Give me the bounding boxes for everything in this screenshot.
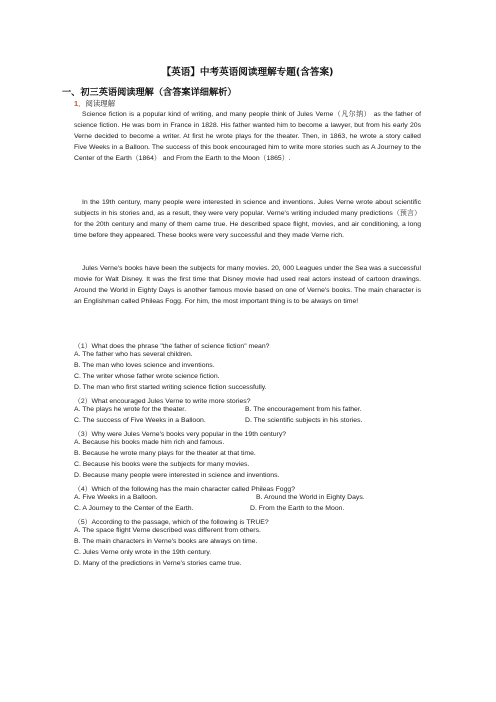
question-5-option-d: D. Many of the predictions in Verne's stories came true. — [74, 560, 242, 567]
question-5-option-a: A. The space flight Verne described was different from others. — [74, 527, 261, 534]
question-3-option-b: B. Because he wrote many plays for the theater at that time. — [74, 450, 256, 457]
subheading — [74, 98, 115, 109]
question-4-option-d: D. From the Earth to the Moon. — [250, 505, 345, 512]
question-1-option-d: D. The man who first started writing science fiction successfully. — [74, 384, 267, 391]
question-2-option-c: C. The success of Five Weeks in a Balloon. — [74, 417, 206, 424]
question-2-option-d: D. The scientific subjects in his stories. — [245, 417, 363, 424]
subheading-text: 阅读理解 — [85, 99, 116, 108]
passage-paragraph-2: In the 19th century, many people were interested in science and inventions. Jules Verne wrote about scientific subjects in his stories and, as a result, they were very popular. Verne's writing included many predictions（预言） for the 20th century and many of them came true. He described space flight, movies, and air conditioning, a long time before they appeared. These books were very successful and they made Verne rich. — [74, 199, 421, 239]
question-5-option-b: B. The main characters in Verne's books are always on time. — [74, 538, 258, 545]
passage-paragraph-1: Science fiction is a popular kind of writing, and many people think of Jules Verne（凡尔纳） as the father of science fiction. He was born in France in 1828. His father wanted him to become a lawyer, but from his early 20s Verne decided to become a writer. At first he wrote plays for the theater. Then, in 1863, he wrote a story called Five Weeks in a Balloon. The success of this book encouraged him to write more stories such as A Journey to the Center of the Earth（1864） and From the Earth to the Moon（1865）. — [74, 111, 421, 162]
section-heading: 一、初三英语阅读理解（含答案详细解析） — [62, 87, 237, 98]
question-1-stem: （1）What does the phrase "the father of science fiction" mean? — [74, 343, 270, 350]
page-title: 【英语】中考英语阅读理解专题(含答案) — [161, 67, 334, 78]
passage-paragraph-3: Jules Verne's books have been the subjects for many movies. 20, 000 Leagues under the Sea was a successful movie for Walt Disney. It was the first time that Disney movie had used real actors instead of cartoon drawings. Around the World in Eighty Days is another famous movie based on one of Verne's books. The main character is an Englishman called Phileas Fogg. For him, the most important thing is to be always on time! — [74, 265, 421, 305]
question-5-option-c: C. Jules Verne only wrote in the 19th century. — [74, 549, 212, 556]
question-4-stem: （4）Which of the following has the main character called Phileas Fogg? — [74, 486, 296, 493]
question-4-option-b: B. Around the World in Eighty Days. — [256, 494, 365, 501]
question-2-option-a: A. The plays he wrote for the theater. — [74, 406, 187, 413]
question-5-stem: （5）According to the passage, which of the following is TRUE? — [74, 519, 269, 526]
subheading-number: 1． — [74, 99, 86, 108]
question-3-option-a: A. Because his books made him rich and famous. — [74, 439, 225, 446]
question-4-option-c: C. A Journey to the Center of the Earth. — [74, 505, 194, 512]
question-3-option-c: C. Because his books were the subjects for many movies. — [74, 461, 250, 468]
question-4-option-a: A. Five Weeks in a Balloon. — [74, 494, 158, 501]
question-1-option-c: C. The writer whose father wrote science fiction. — [74, 373, 220, 380]
question-3-option-d: D. Because many people were interested in science and inventions. — [74, 472, 280, 479]
question-1-option-b: B. The man who loves science and inventions. — [74, 362, 215, 369]
question-1-option-a: A. The father who has several children. — [74, 351, 193, 358]
question-2-stem: （2）What encouraged Jules Verne to write more stories? — [74, 398, 251, 405]
question-2-option-b: B. The encouragement from his father. — [245, 406, 362, 413]
question-3-stem: （3）Why were Jules Verne's books very popular in the 19th century? — [74, 431, 287, 438]
